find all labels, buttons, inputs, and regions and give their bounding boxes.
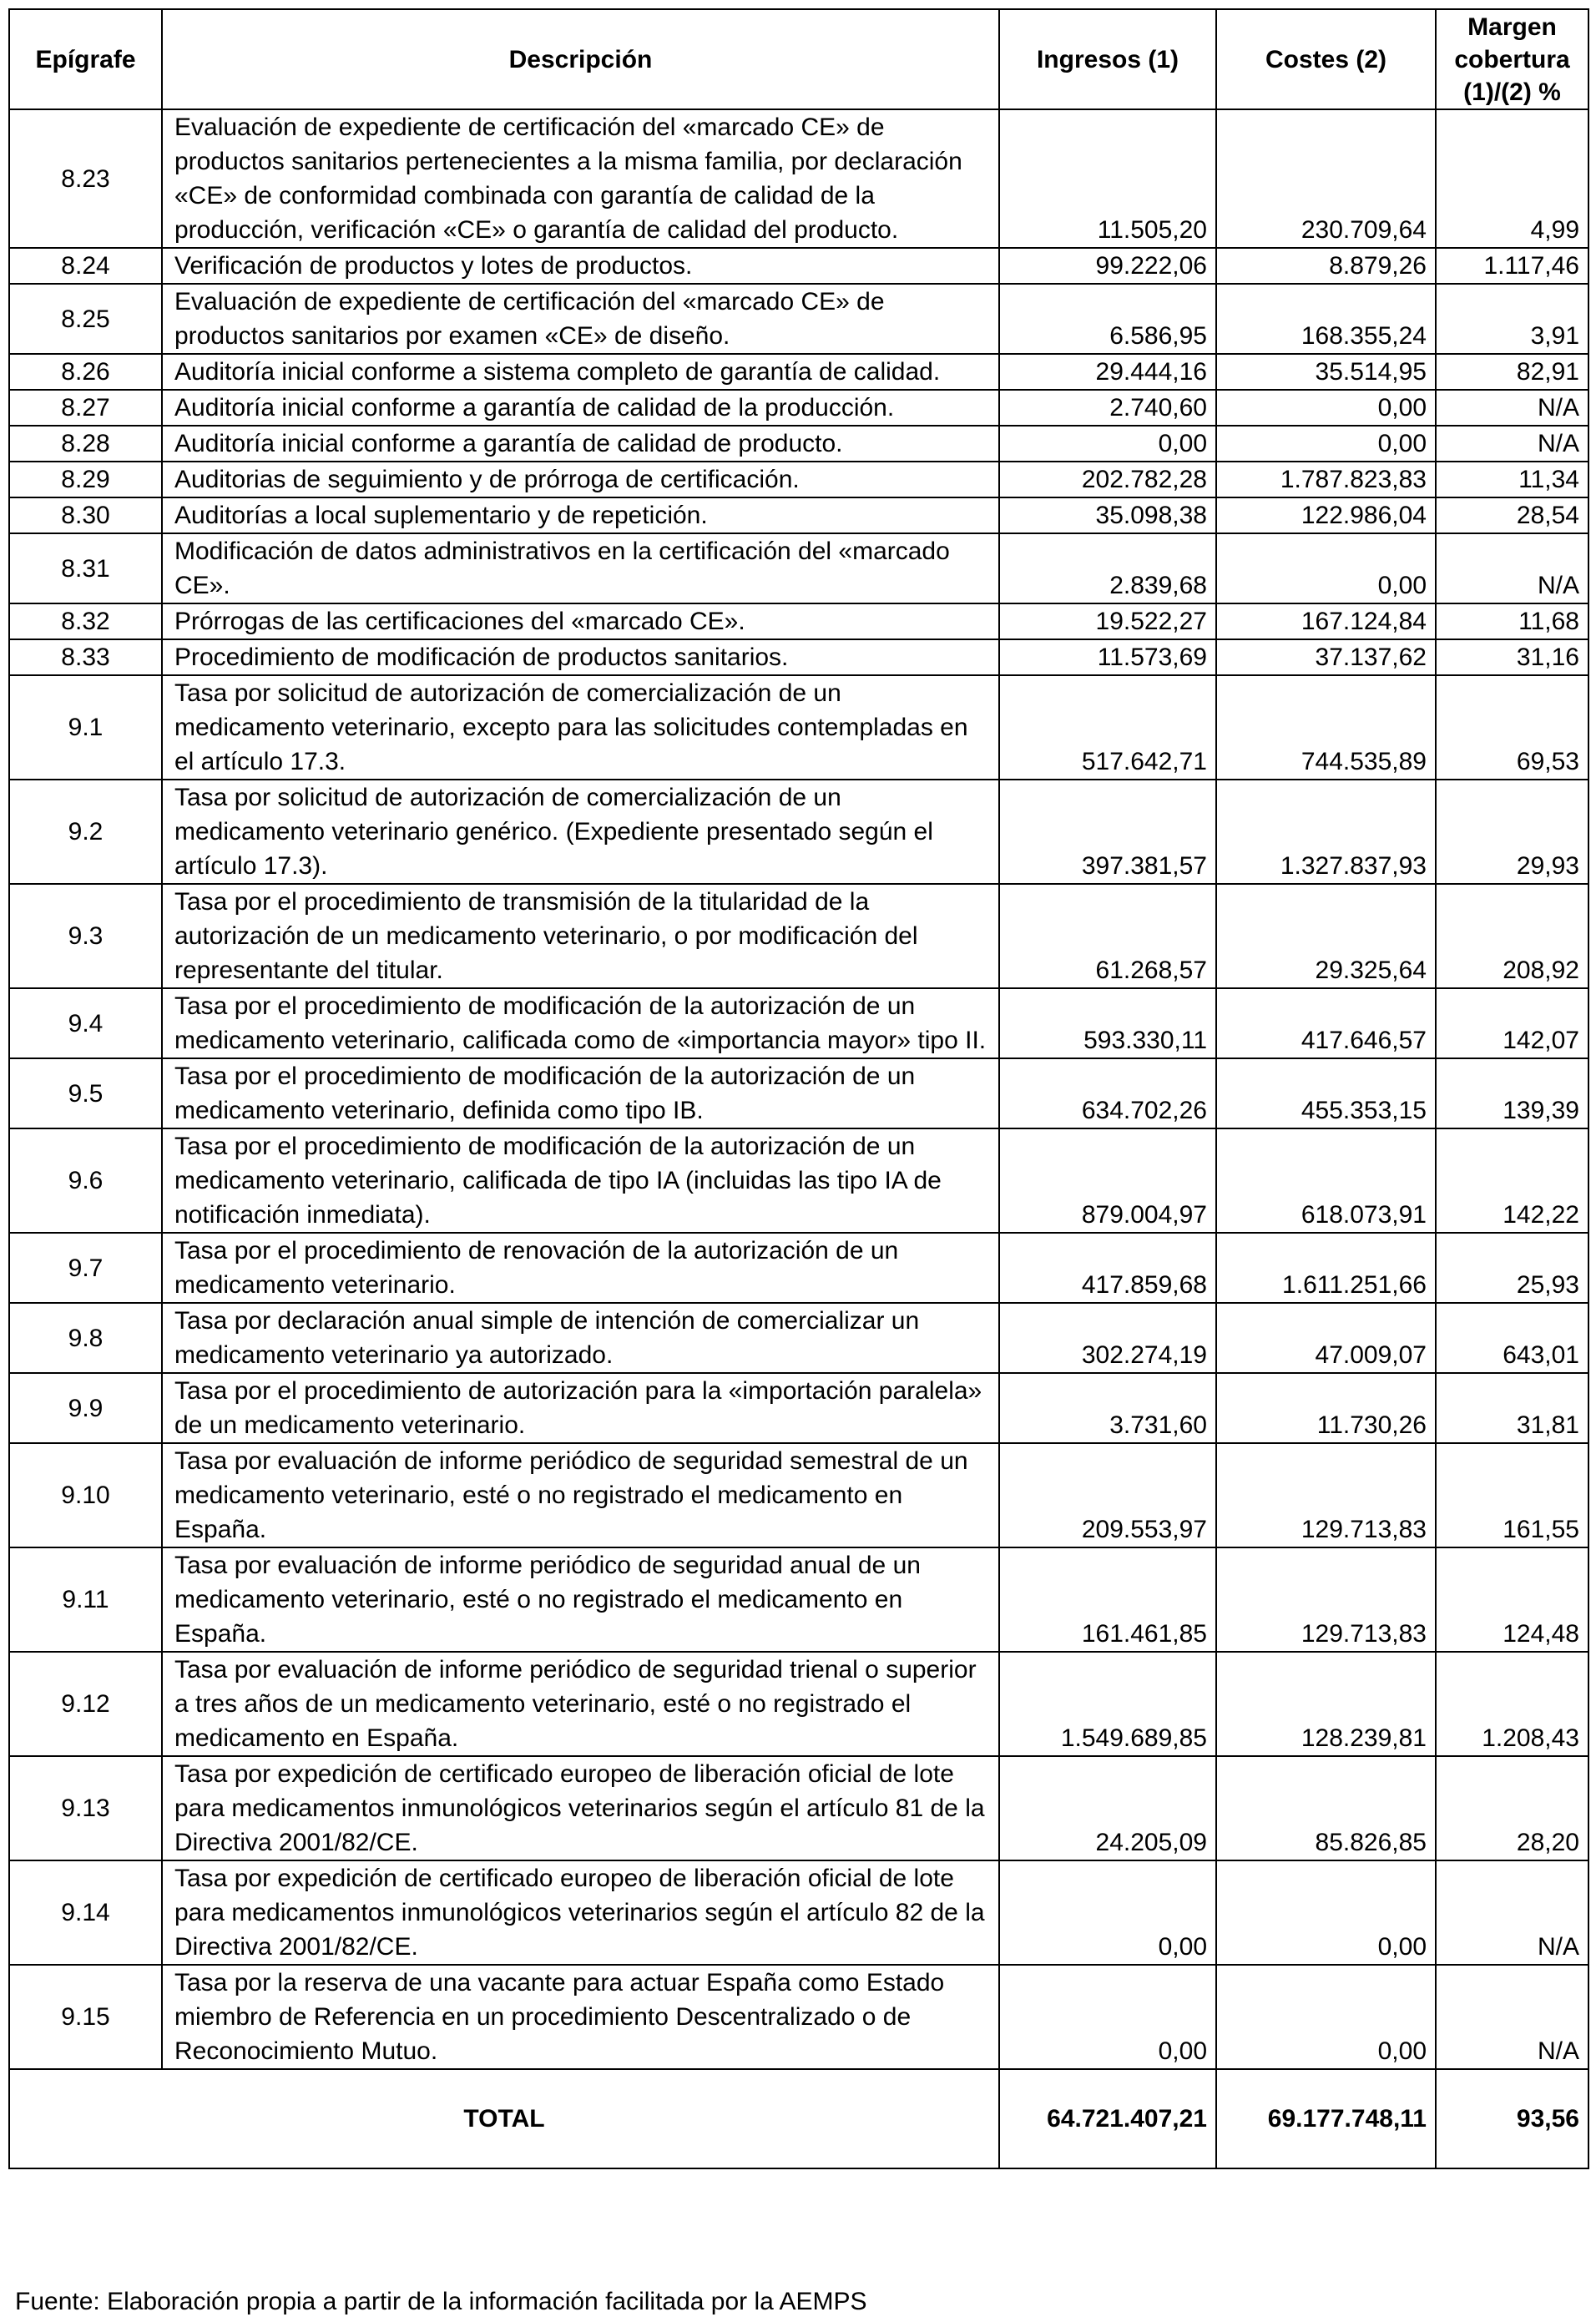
row-descripcion: Tasa por el procedimiento de modificación de la autorización de un medicamento veterinario, calificada de tipo IA (incluidas las tipo IA de notificación inmediata). — [162, 1128, 999, 1233]
row-margen: N/A — [1436, 1860, 1588, 1965]
table-row — [9, 1443, 1588, 1547]
row-margen: 29,93 — [1436, 780, 1588, 884]
row-margen: 28,54 — [1436, 497, 1588, 533]
table-row — [9, 390, 1588, 426]
row-epigrafe: 9.15 — [9, 1965, 162, 2069]
row-costes: 0,00 — [1216, 1965, 1436, 2069]
total-costes: 69.177.748,11 — [1216, 2069, 1436, 2168]
row-ingresos: 6.586,95 — [999, 284, 1216, 354]
row-descripcion: Tasa por solicitud de autorización de comercialización de un medicamento veterinario, excepto para las solicitudes contempladas en el artículo 17.3. — [162, 675, 999, 780]
row-descripcion: Tasa por declaración anual simple de intención de comercializar un medicamento veterinario ya autorizado. — [162, 1303, 999, 1373]
row-costes: 122.986,04 — [1216, 497, 1436, 533]
row-descripcion: Tasa por solicitud de autorización de comercialización de un medicamento veterinario genérico. (Expediente presentado según el artículo 17.3). — [162, 780, 999, 884]
fee-table-container — [8, 8, 1588, 2169]
row-ingresos: 0,00 — [999, 1860, 1216, 1965]
row-margen: 28,20 — [1436, 1756, 1588, 1860]
table-body — [9, 109, 1588, 2069]
row-margen: 4,99 — [1436, 109, 1588, 248]
row-costes: 455.353,15 — [1216, 1058, 1436, 1128]
row-descripcion: Tasa por expedición de certificado europeo de liberación oficial de lote para medicamentos inmunológicos veterinarios según el artículo 81 de la Directiva 2001/82/CE. — [162, 1756, 999, 1860]
fee-coverage-table — [8, 8, 1589, 2169]
table-row — [9, 284, 1588, 354]
row-epigrafe: 8.31 — [9, 533, 162, 603]
row-costes: 8.879,26 — [1216, 248, 1436, 284]
row-descripcion: Tasa por el procedimiento de modificación de la autorización de un medicamento veterinario, definida como tipo IB. — [162, 1058, 999, 1128]
row-costes: 128.239,81 — [1216, 1652, 1436, 1756]
total-label: TOTAL — [9, 2069, 999, 2168]
row-epigrafe: 9.4 — [9, 988, 162, 1058]
row-margen: 3,91 — [1436, 284, 1588, 354]
row-margen: 69,53 — [1436, 675, 1588, 780]
row-descripcion: Procedimiento de modificación de productos sanitarios. — [162, 639, 999, 675]
row-epigrafe: 9.6 — [9, 1128, 162, 1233]
row-ingresos: 397.381,57 — [999, 780, 1216, 884]
row-descripcion: Auditoría inicial conforme a garantía de calidad de producto. — [162, 426, 999, 462]
row-costes: 0,00 — [1216, 390, 1436, 426]
row-ingresos: 0,00 — [999, 1965, 1216, 2069]
table-row — [9, 462, 1588, 497]
row-costes: 11.730,26 — [1216, 1373, 1436, 1443]
row-epigrafe: 8.28 — [9, 426, 162, 462]
row-ingresos: 3.731,60 — [999, 1373, 1216, 1443]
row-costes: 1.327.837,93 — [1216, 780, 1436, 884]
row-epigrafe: 9.12 — [9, 1652, 162, 1756]
row-ingresos: 2.740,60 — [999, 390, 1216, 426]
row-costes: 1.611.251,66 — [1216, 1233, 1436, 1303]
row-descripcion: Tasa por la reserva de una vacante para actuar España como Estado miembro de Referencia en un procedimiento Descentralizado o de Reconocimiento Mutuo. — [162, 1965, 999, 2069]
row-margen: N/A — [1436, 1965, 1588, 2069]
row-epigrafe: 9.1 — [9, 675, 162, 780]
table-row — [9, 1373, 1588, 1443]
table-row — [9, 354, 1588, 390]
row-descripcion: Auditoría inicial conforme a sistema completo de garantía de calidad. — [162, 354, 999, 390]
row-ingresos: 0,00 — [999, 426, 1216, 462]
row-descripcion: Tasa por evaluación de informe periódico de seguridad semestral de un medicamento veterinario, esté o no registrado el medicamento en España. — [162, 1443, 999, 1547]
row-margen: 1.117,46 — [1436, 248, 1588, 284]
row-ingresos: 417.859,68 — [999, 1233, 1216, 1303]
row-epigrafe: 9.3 — [9, 884, 162, 988]
row-descripcion: Tasa por el procedimiento de autorización para la «importación paralela» de un medicamento veterinario. — [162, 1373, 999, 1443]
row-margen: 25,93 — [1436, 1233, 1588, 1303]
row-margen: 82,91 — [1436, 354, 1588, 390]
row-epigrafe: 9.9 — [9, 1373, 162, 1443]
table-row — [9, 497, 1588, 533]
row-ingresos: 593.330,11 — [999, 988, 1216, 1058]
row-epigrafe: 8.33 — [9, 639, 162, 675]
total-row — [9, 2069, 1588, 2168]
row-costes: 85.826,85 — [1216, 1756, 1436, 1860]
row-margen: 161,55 — [1436, 1443, 1588, 1547]
row-descripcion: Evaluación de expediente de certificación del «marcado CE» de productos sanitarios por examen «CE» de diseño. — [162, 284, 999, 354]
header-ingresos: Ingresos (1) — [999, 9, 1216, 109]
table-row — [9, 1233, 1588, 1303]
header-epigrafe: Epígrafe — [9, 9, 162, 109]
table-row — [9, 675, 1588, 780]
row-ingresos: 11.573,69 — [999, 639, 1216, 675]
row-epigrafe: 9.7 — [9, 1233, 162, 1303]
row-descripcion: Tasa por evaluación de informe periódico de seguridad anual de un medicamento veterinario, esté o no registrado el medicamento en España. — [162, 1547, 999, 1652]
row-ingresos: 1.549.689,85 — [999, 1652, 1216, 1756]
row-epigrafe: 9.8 — [9, 1303, 162, 1373]
row-ingresos: 209.553,97 — [999, 1443, 1216, 1547]
row-ingresos: 517.642,71 — [999, 675, 1216, 780]
row-ingresos: 19.522,27 — [999, 603, 1216, 639]
row-epigrafe: 9.5 — [9, 1058, 162, 1128]
row-margen: 208,92 — [1436, 884, 1588, 988]
table-row — [9, 533, 1588, 603]
table-row — [9, 1303, 1588, 1373]
row-costes: 0,00 — [1216, 1860, 1436, 1965]
table-row — [9, 884, 1588, 988]
row-costes: 168.355,24 — [1216, 284, 1436, 354]
row-costes: 230.709,64 — [1216, 109, 1436, 248]
row-ingresos: 61.268,57 — [999, 884, 1216, 988]
row-ingresos: 35.098,38 — [999, 497, 1216, 533]
row-margen: 11,68 — [1436, 603, 1588, 639]
row-costes: 744.535,89 — [1216, 675, 1436, 780]
row-margen: 11,34 — [1436, 462, 1588, 497]
row-descripcion: Auditorías a local suplementario y de repetición. — [162, 497, 999, 533]
row-ingresos: 11.505,20 — [999, 109, 1216, 248]
row-epigrafe: 9.10 — [9, 1443, 162, 1547]
row-descripcion: Evaluación de expediente de certificación del «marcado CE» de productos sanitarios pertenecientes a la misma familia, por declaración «CE» de conformidad combinada con garantía de calidad de la producción, verificación «CE» o garantía de calidad del producto. — [162, 109, 999, 248]
row-descripcion: Prórrogas de las certificaciones del «marcado CE». — [162, 603, 999, 639]
header-row — [9, 9, 1588, 109]
row-costes: 0,00 — [1216, 426, 1436, 462]
table-row — [9, 109, 1588, 248]
row-ingresos: 99.222,06 — [999, 248, 1216, 284]
table-header — [9, 9, 1588, 109]
row-ingresos: 29.444,16 — [999, 354, 1216, 390]
row-costes: 0,00 — [1216, 533, 1436, 603]
row-costes: 417.646,57 — [1216, 988, 1436, 1058]
row-costes: 167.124,84 — [1216, 603, 1436, 639]
row-epigrafe: 8.29 — [9, 462, 162, 497]
row-epigrafe: 9.11 — [9, 1547, 162, 1652]
source-note: Fuente: Elaboración propia a partir de la información facilitada por la AEMPS — [15, 2288, 867, 2315]
row-ingresos: 879.004,97 — [999, 1128, 1216, 1233]
row-margen: 139,39 — [1436, 1058, 1588, 1128]
row-ingresos: 302.274,19 — [999, 1303, 1216, 1373]
row-margen: 124,48 — [1436, 1547, 1588, 1652]
header-descripcion: Descripción — [162, 9, 999, 109]
row-costes: 129.713,83 — [1216, 1547, 1436, 1652]
row-ingresos: 202.782,28 — [999, 462, 1216, 497]
table-row — [9, 780, 1588, 884]
table-row — [9, 248, 1588, 284]
table-row — [9, 426, 1588, 462]
row-margen: 31,16 — [1436, 639, 1588, 675]
row-descripcion: Modificación de datos administrativos en la certificación del «marcado CE». — [162, 533, 999, 603]
row-epigrafe: 9.13 — [9, 1756, 162, 1860]
row-ingresos: 24.205,09 — [999, 1756, 1216, 1860]
table-row — [9, 1128, 1588, 1233]
table-row — [9, 1860, 1588, 1965]
row-epigrafe: 8.23 — [9, 109, 162, 248]
row-ingresos: 634.702,26 — [999, 1058, 1216, 1128]
row-epigrafe: 8.25 — [9, 284, 162, 354]
header-costes: Costes (2) — [1216, 9, 1436, 109]
row-margen: 643,01 — [1436, 1303, 1588, 1373]
row-epigrafe: 9.14 — [9, 1860, 162, 1965]
row-costes: 47.009,07 — [1216, 1303, 1436, 1373]
row-epigrafe: 9.2 — [9, 780, 162, 884]
row-ingresos: 161.461,85 — [999, 1547, 1216, 1652]
row-epigrafe: 8.24 — [9, 248, 162, 284]
table-row — [9, 1965, 1588, 2069]
row-descripcion: Tasa por evaluación de informe periódico de seguridad trienal o superior a tres años de un medicamento veterinario, esté o no registrado el medicamento en España. — [162, 1652, 999, 1756]
row-margen: 142,07 — [1436, 988, 1588, 1058]
row-descripcion: Tasa por el procedimiento de transmisión de la titularidad de la autorización de un medicamento veterinario, o por modificación del representante del titular. — [162, 884, 999, 988]
row-descripcion: Tasa por el procedimiento de renovación de la autorización de un medicamento veterinario. — [162, 1233, 999, 1303]
row-margen: 1.208,43 — [1436, 1652, 1588, 1756]
row-costes: 35.514,95 — [1216, 354, 1436, 390]
row-epigrafe: 8.26 — [9, 354, 162, 390]
row-descripcion: Verificación de productos y lotes de productos. — [162, 248, 999, 284]
row-margen: 31,81 — [1436, 1373, 1588, 1443]
row-margen: N/A — [1436, 533, 1588, 603]
table-row — [9, 988, 1588, 1058]
table-row — [9, 1652, 1588, 1756]
row-margen: 142,22 — [1436, 1128, 1588, 1233]
table-row — [9, 639, 1588, 675]
table-row — [9, 1547, 1588, 1652]
row-costes: 1.787.823,83 — [1216, 462, 1436, 497]
row-epigrafe: 8.27 — [9, 390, 162, 426]
row-costes: 37.137,62 — [1216, 639, 1436, 675]
table-row — [9, 1058, 1588, 1128]
table-row — [9, 603, 1588, 639]
row-ingresos: 2.839,68 — [999, 533, 1216, 603]
row-descripcion: Auditorias de seguimiento y de prórroga de certificación. — [162, 462, 999, 497]
row-margen: N/A — [1436, 390, 1588, 426]
row-costes: 129.713,83 — [1216, 1443, 1436, 1547]
row-costes: 618.073,91 — [1216, 1128, 1436, 1233]
row-descripcion: Tasa por expedición de certificado europeo de liberación oficial de lote para medicamentos inmunológicos veterinarios según el artículo 82 de la Directiva 2001/82/CE. — [162, 1860, 999, 1965]
row-descripcion: Auditoría inicial conforme a garantía de calidad de la producción. — [162, 390, 999, 426]
row-epigrafe: 8.32 — [9, 603, 162, 639]
table-row — [9, 1756, 1588, 1860]
header-margen: Margen cobertura (1)/(2) % — [1436, 9, 1588, 109]
total-ingresos: 64.721.407,21 — [999, 2069, 1216, 2168]
row-epigrafe: 8.30 — [9, 497, 162, 533]
row-descripcion: Tasa por el procedimiento de modificación de la autorización de un medicamento veterinario, calificada como de «importancia mayor» tipo II. — [162, 988, 999, 1058]
row-costes: 29.325,64 — [1216, 884, 1436, 988]
row-margen: N/A — [1436, 426, 1588, 462]
table-footer — [9, 2069, 1588, 2168]
total-margen: 93,56 — [1436, 2069, 1588, 2168]
